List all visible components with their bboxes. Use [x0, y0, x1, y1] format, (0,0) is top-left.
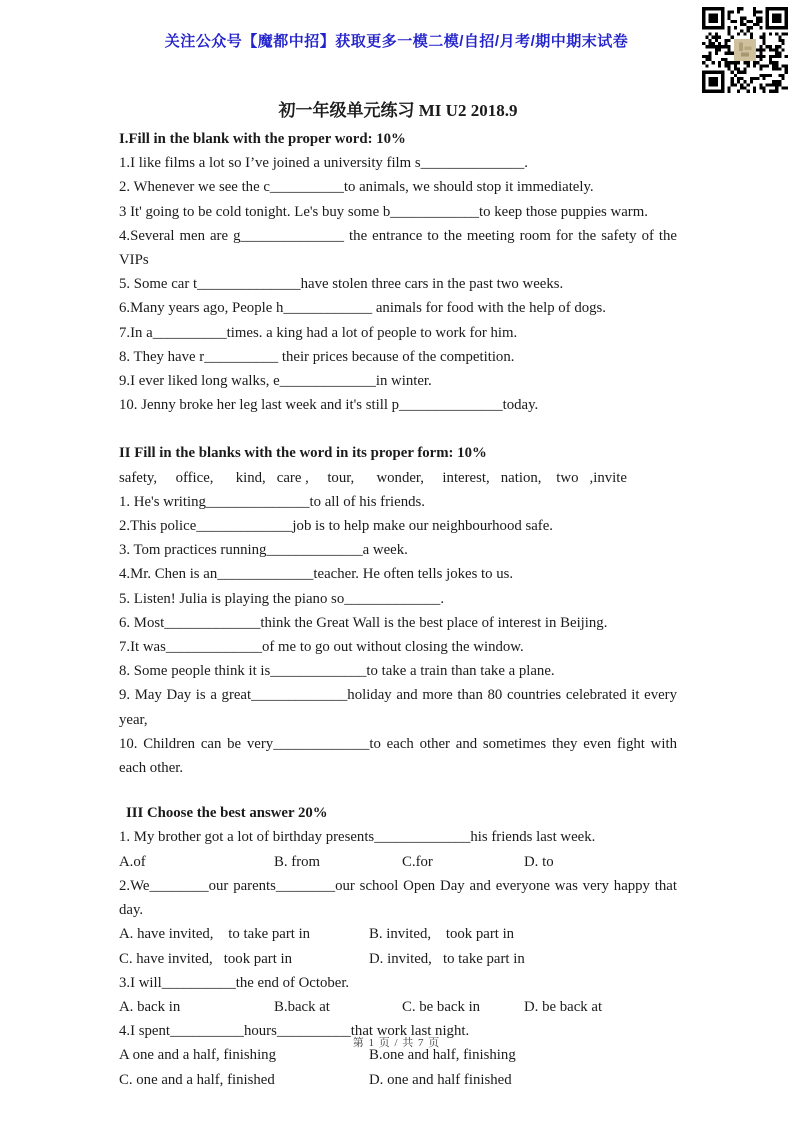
answer-option: D. invited, to take part in [369, 950, 525, 967]
answer-option: B.back at [274, 998, 330, 1015]
answer-option: A. back in [119, 998, 181, 1015]
question-line: 9. May Day is a great_____________holiday and more than 80 countries celebrated it every year, [119, 687, 677, 728]
question-line: 9.I ever liked long walks, e_____________in winter. [119, 373, 432, 390]
exam-content [119, 99, 677, 1092]
answer-option: C. have invited, took part in [119, 950, 293, 967]
option-row [119, 995, 677, 1019]
question-line: 2. Whenever we see the c__________to animals, we should stop it immediately. [119, 179, 594, 196]
question-line: 1. He's writing______________to all of his friends. [119, 493, 425, 510]
qr-pattern [699, 4, 791, 96]
answer-option: C. be back in [402, 998, 481, 1015]
answer-option: A.of [119, 853, 146, 870]
section-2-heading: II Fill in the blanks with the word in its proper form: 10% [119, 445, 487, 462]
answer-option: B. invited, took part in [369, 926, 515, 943]
question-line: 10. Children can be very_____________to each other and sometimes they even fight with each other. [119, 735, 677, 777]
answer-option: D. be back at [524, 998, 603, 1015]
section-proper-form [119, 441, 677, 780]
option-row [119, 922, 677, 946]
section-3-questions [119, 825, 677, 1091]
question-line: 1. My brother got a lot of birthday presents_____________his friends last week. [119, 829, 596, 846]
question-line: 4.Mr. Chen is an_____________teacher. He often tells jokes to us. [119, 566, 514, 583]
option-row [119, 850, 677, 874]
question-line: 10. Jenny broke her leg last week and it's still p______________today. [119, 397, 539, 414]
question-line: 6.Many years ago, People h____________ animals for food with the help of dogs. [119, 300, 606, 317]
wechat-qr-code [699, 4, 791, 96]
section-1-questions [119, 151, 677, 417]
question-line: 4.I spent__________hours__________that work last night. [119, 1023, 470, 1040]
question-line: 3 It' going to be cold tonight. Le's buy some b____________to keep those puppies warm. [119, 203, 648, 220]
answer-option: B. from [274, 853, 321, 870]
question-line: 5. Some car t______________have stolen three cars in the past two weeks. [119, 276, 564, 293]
answer-option: A. have invited, to take part in [119, 926, 311, 943]
question-line: 2.We________our parents________our school Open Day and everyone was very happy that day. [119, 877, 677, 919]
word-bank: safety, office, kind, care , tour, wonder, interest, nation, two ,invite [119, 469, 627, 486]
answer-option: C.for [402, 853, 433, 870]
question-line: 7.It was_____________of me to go out without closing the window. [119, 639, 524, 656]
section-3-heading: III Choose the best answer 20% [126, 805, 328, 822]
page-number: 第 1 页 / 共 7 页 [352, 1037, 441, 1049]
page-title: 初一年级单元练习 MI U2 2018.9 [278, 101, 518, 120]
question-line: 3.I will__________the end of October. [119, 974, 350, 991]
question-line: 8. Some people think it is_____________to take a train than take a plane. [119, 663, 555, 680]
question-line: 6. Most_____________think the Great Wall is the best place of interest in Beijing. [119, 614, 608, 631]
question-line: 8. They have r__________ their prices because of the competition. [119, 348, 515, 365]
section-fill-in-blank [119, 127, 677, 417]
section-2-questions [119, 490, 677, 780]
question-line: 3. Tom practices running_____________a week. [119, 542, 408, 559]
header-promo-link[interactable]: 关注公众号【魔都中招】获取更多一模二模/自招/月考/期中期末试卷 [164, 33, 629, 50]
question-line: 5. Listen! Julia is playing the piano so_____________. [119, 590, 445, 607]
section-1-heading: I.Fill in the blank with the proper word: 10% [119, 131, 406, 147]
option-row [119, 947, 677, 971]
answer-option: B.one and half, finishing [369, 1047, 516, 1064]
answer-option: D. one and half finished [369, 1071, 512, 1088]
option-row [119, 1068, 677, 1092]
question-line: 7.In a__________times. a king had a lot of people to work for him. [119, 324, 518, 341]
question-line: 2.This police_____________job is to help make our neighbourhood safe. [119, 518, 553, 535]
answer-option: D. to [524, 853, 554, 870]
answer-option: C. one and a half, finished [119, 1071, 275, 1088]
answer-option: A one and a half, finishing [119, 1047, 276, 1064]
question-line: 1.I like films a lot so I’ve joined a university film s______________. [119, 155, 528, 172]
question-line: 4.Several men are g______________ the entrance to the meeting room for the safety of the VIPs [119, 227, 677, 269]
